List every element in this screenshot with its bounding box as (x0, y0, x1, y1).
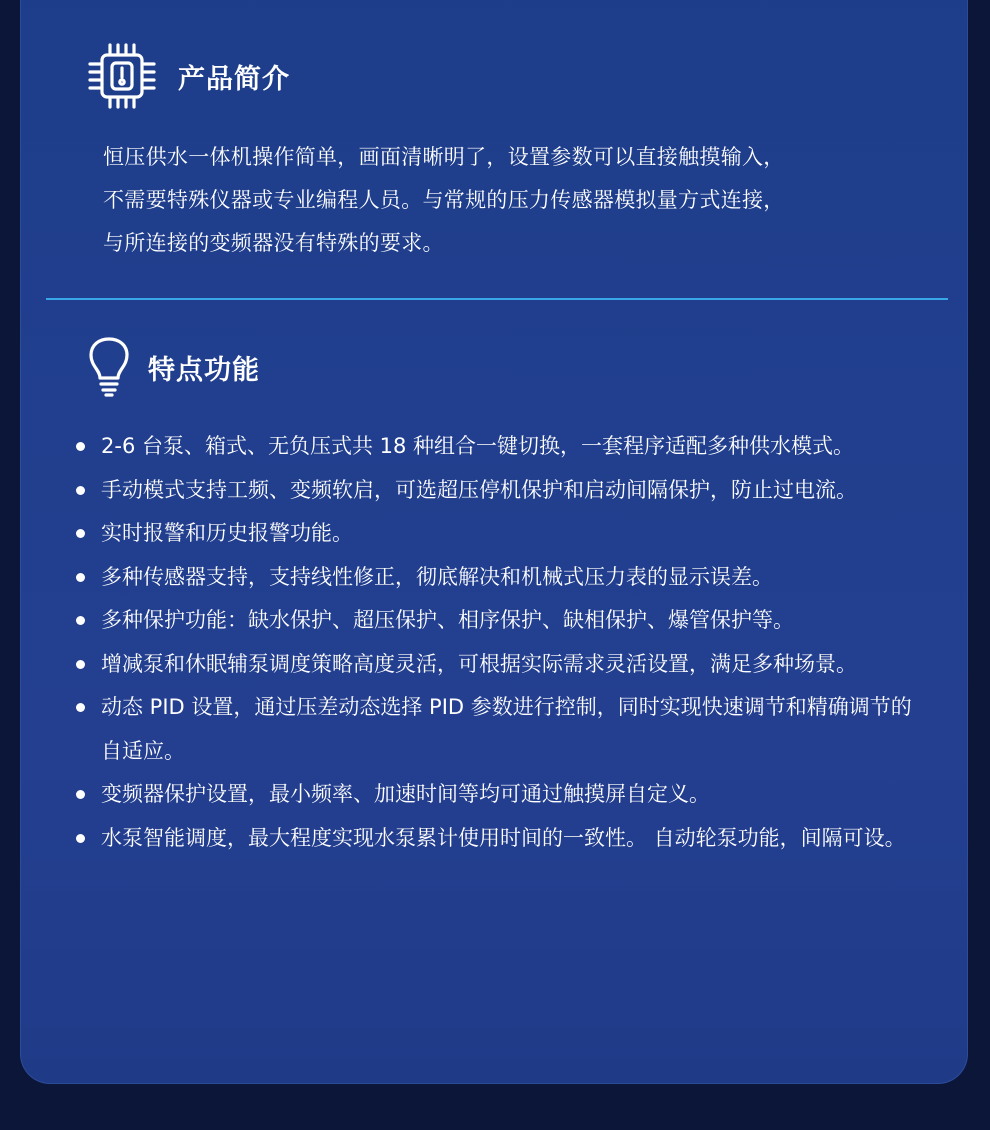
bullet (76, 616, 85, 625)
list-item-text: 实时报警和历史报警功能。 (101, 521, 353, 545)
bullet (76, 486, 85, 495)
list-item-text: 手动模式支持工频、变频软启，可选超压停机保护和启动间隔保护，防止过电流。 (101, 477, 857, 502)
list-item-text: 多种保护功能：缺水保护、超压保护、相序保护、缺相保护、爆管保护等。 (101, 608, 794, 632)
bullet (76, 442, 85, 451)
intro-paragraph (103, 136, 933, 265)
bullet (76, 529, 85, 538)
list-item-text: 变频器保护设置，最小频率、加速时间等均可通过触摸屏自定义。 (101, 782, 710, 806)
list-item (75, 599, 955, 643)
intro-header (86, 42, 290, 110)
intro-line: 与所连接的变频器没有特殊的要求。 (103, 231, 444, 255)
bullet (76, 790, 85, 799)
list-item-text: 水泵智能调度，最大程度实现水泵累计使用时间的一致性。 自动轮泵功能，间隔可设。 (101, 825, 906, 850)
list-item (75, 643, 955, 687)
list-item (75, 425, 955, 469)
intro-title: 产品简介 (178, 63, 290, 95)
bullet (76, 573, 85, 582)
list-item (75, 556, 955, 600)
features-title: 特点功能 (148, 354, 260, 386)
list-item (75, 512, 955, 556)
features-header (86, 336, 260, 398)
list-item-text: 增减泵和休眠辅泵调度策略高度灵活，可根据实际需求灵活设置，满足多种场景。 (101, 651, 857, 676)
bullet (76, 703, 85, 712)
list-item (75, 686, 955, 773)
list-item (75, 773, 955, 817)
list-item-text: 2-6 台泵、箱式、无负压式共 18 种组合一键切换，一套程序适配多种供水模式。 (101, 434, 855, 458)
intro-line: 不需要特殊仪器或专业编程人员。与常规的压力传感器模拟量方式连接， (103, 188, 785, 212)
chip-icon (86, 42, 158, 110)
feature-list (75, 425, 955, 860)
list-item-text: 动态 PID 设置，通过压差动态选择 PID 参数进行控制，同时实现快速调节和精确调节的自适应。 (101, 695, 912, 763)
bullet (76, 834, 85, 843)
list-item-text: 多种传感器支持，支持线性修正，彻底解决和机械式压力表的显示误差。 (101, 564, 773, 589)
lightbulb-icon (86, 336, 132, 398)
list-item (75, 469, 955, 513)
list-item (75, 817, 955, 861)
intro-line: 恒压供水一体机操作简单，画面清晰明了，设置参数可以直接触摸输入， (103, 145, 785, 169)
section-divider (46, 298, 948, 300)
bullet (76, 660, 85, 669)
